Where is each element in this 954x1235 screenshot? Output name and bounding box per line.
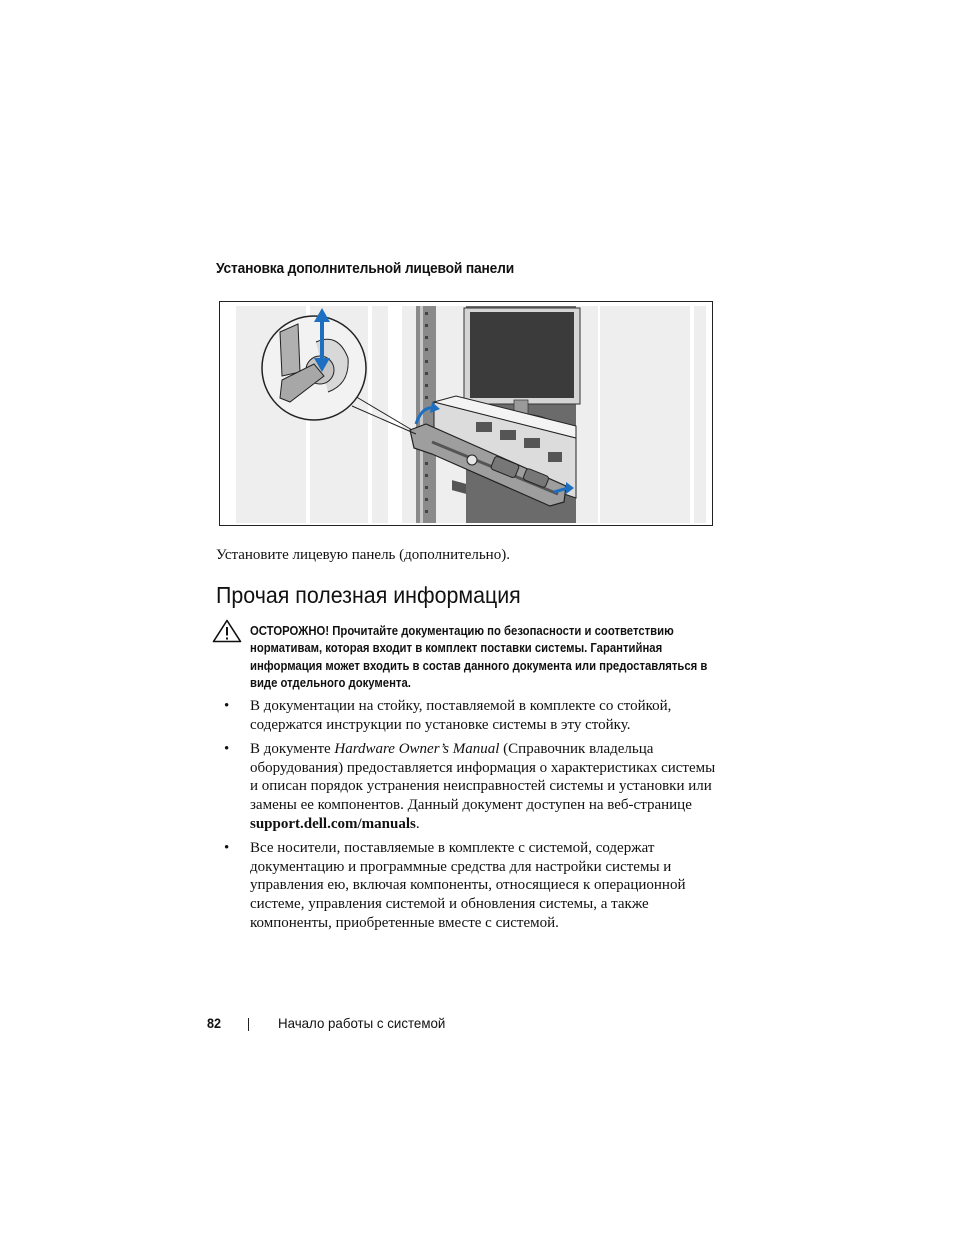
list-item-text: В документе — [250, 741, 335, 758]
warning-label: ОСТОРОЖНО! — [250, 624, 330, 638]
list-item — [216, 740, 716, 833]
list-item — [216, 839, 716, 932]
warning-triangle-icon — [212, 619, 242, 643]
rack-server-drawing — [220, 302, 713, 526]
footer-divider — [248, 1018, 249, 1031]
bezel-installation-illustration — [219, 301, 713, 526]
support-link[interactable]: support.dell.com/manuals — [250, 815, 416, 832]
list-item-text: . — [415, 815, 420, 832]
list-item — [216, 697, 716, 734]
section-heading: Установка дополнительной лицевой панели — [216, 260, 515, 277]
warning-text: Прочитайте документацию по безопасности и соответствию нормативам, которая входит в комплект поставки системы. Гарантийная информация может входить в состав данного документа или предоставляться в виде отдельного документа. — [250, 624, 708, 690]
list-item-text: В документации на стойку, поставляемой в комплекте со стойкой, содержатся инструкции по установке системы в эту стойку. — [250, 698, 672, 733]
info-bullet-list — [216, 697, 716, 938]
chapter-title: Начало работы с системой — [278, 1015, 446, 1031]
bullet-icon: • — [224, 840, 230, 857]
page-number: 82 — [207, 1015, 222, 1031]
list-item-text: Все носители, поставляемые в комплекте с системой, содержат документацию и программные средства для настройки системы и управления ею, включая компоненты, относящиеся к операционной системе, управления системой и обновления системы, а также компоненты, приобретенные вместе с системой. — [250, 840, 686, 931]
warning-notice — [250, 623, 721, 692]
list-item-text: (Справочник владельца оборудования) предоставляется информация о характеристиках системы и описан порядок устранения неисправностей системы и установки или замены ее компонентов. Данный документ доступен на веб-странице — [250, 741, 716, 813]
figure-caption: Установите лицевую панель (дополнительно). — [216, 547, 510, 563]
main-heading: Прочая полезная информация — [216, 582, 521, 608]
bullet-icon: • — [224, 741, 230, 758]
bullet-icon: • — [224, 698, 230, 714]
manual-title: Hardware Owner’s Manual — [334, 741, 500, 758]
